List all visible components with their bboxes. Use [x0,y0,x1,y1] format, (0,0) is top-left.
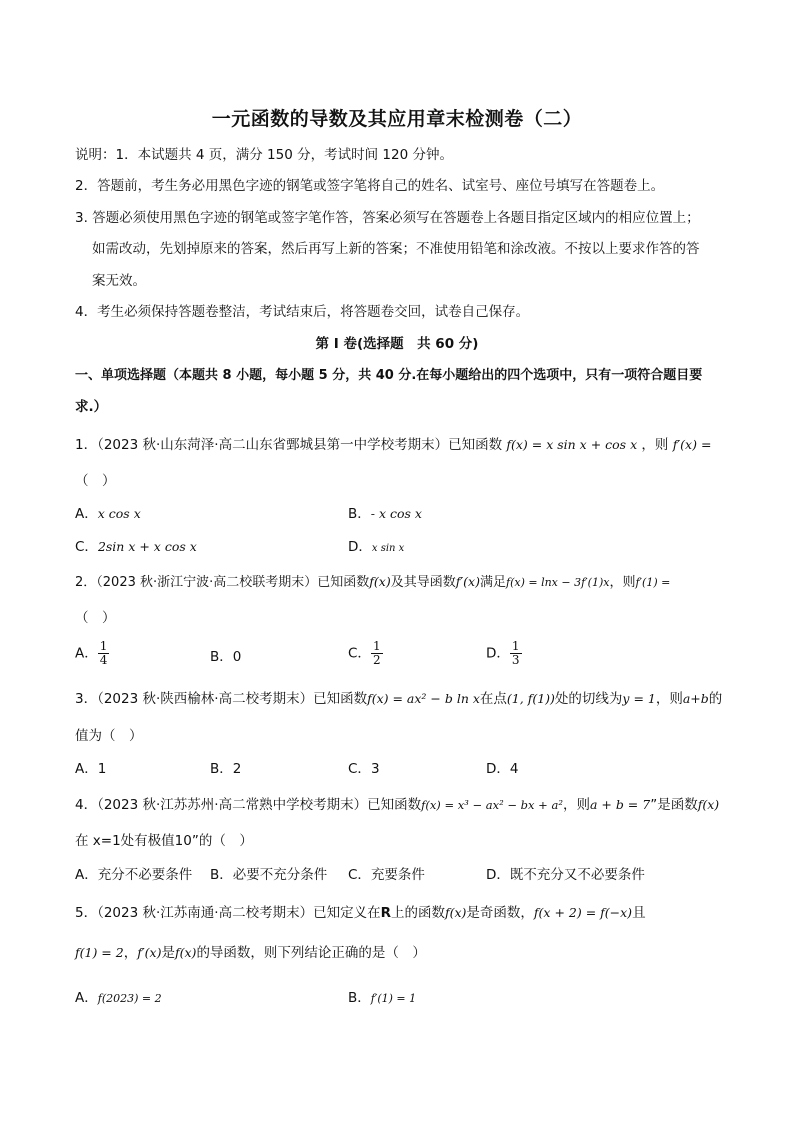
question-3-sep: 在点 [479,691,507,707]
q1-option-a[interactable]: A．x cos x [75,506,141,522]
q5-option-a[interactable]: A．f(2023) = 2 [75,990,162,1006]
section-heading-cont: 求.） [75,399,108,415]
question-2-formula-2: f′(x) [455,574,480,589]
question-2-formula-4: f′(1) = [635,576,671,589]
q4-option-b[interactable]: B．必要不充分条件 [210,867,328,883]
instruction-3-end: 案无效。 [92,273,146,289]
question-2-formula: f(x) [369,574,391,589]
q1-option-c[interactable]: C．2sin x + x cos x [75,539,197,555]
question-3-formula-2: (1, f(1)) [506,691,555,706]
question-2-sep-2: 满足 [480,575,507,590]
question-1-sep: ，则 [641,437,669,453]
question-5-formula-5: f(x) [175,945,197,960]
question-5-set: R [380,905,391,921]
q3-option-d[interactable]: D．4 [486,761,519,777]
question-5-formula: f(x) [444,905,467,920]
question-1 [75,436,711,454]
q2-option-b[interactable]: B．0 [210,649,242,665]
question-4-sep: ，则 [562,797,590,813]
question-5-sep-4: 是 [161,945,175,961]
question-4-line-2: 在 x=1处有极值10”的（ ） [75,833,253,849]
question-2-sep: 及其导函数 [390,575,456,590]
question-5 [75,904,646,922]
q4-option-a[interactable]: A．充分不必要条件 [75,867,193,883]
question-5-formula-2: f(x + 2) = f(−x) [533,905,633,920]
question-5-text: 5．（2023 秋·江苏南通·高二校考期末）已知定义在 [75,905,381,921]
q3-option-a[interactable]: A．1 [75,761,107,777]
instruction-2: 2．答题前，考生务必用黑色字迹的钢笔或签字笔将自己的姓名、试室号、座位号填写在答题卷上。 [75,178,665,194]
question-3-sep-3: ，则 [655,691,683,707]
question-4-formula-2: a + b = 7 [589,797,651,812]
q3-option-b[interactable]: B．2 [210,761,242,777]
question-4 [75,796,719,814]
question-2-formula-3: f(x) = lnx − 3f′(1)x [506,576,610,589]
instruction-3-cont: 如需改动，先划掉原来的答案，然后再写上新的答案；不准使用铅笔和涂改液。不按以上要求作答的答 [92,241,700,257]
question-4-formula-3: f(x) [697,797,720,812]
q1-option-b[interactable]: B．- x cos x [348,506,422,522]
question-4-sep-2: ”是函数 [650,797,698,813]
question-2-sep-3: ，则 [609,575,636,590]
instruction-4: 4．考生必须保持答题卷整洁，考试结束后，将答题卷交回，试卷自己保存。 [75,304,530,320]
question-5-sep: 上的函数 [390,905,445,921]
section-heading: 一、单项选择题（本题共 8 小题，每小题 5 分，共 40 分.在每小题给出的四个选项中，只有一项符合题目要 [75,368,703,383]
instruction-1: 说明：1．本试题共 4 页，满分 150 分，考试时间 120 分钟。 [75,147,453,163]
instruction-3: 3. 答题必须使用黑色字迹的钢笔或签字笔作答，答案必须写在答题卷上各题目指定区域内的相应位置上； [75,210,700,226]
question-3-line-2: 值为（ ） [75,728,143,744]
question-5-tail: 且 [632,905,646,921]
q2-option-c[interactable]: C． $\frac{1}{2}$ [348,639,381,667]
part-heading: 第 I 卷(选择题 共 60 分) [315,336,479,352]
question-3-formula-3: y = 1 [622,691,656,706]
question-2-paren: （ ） [75,610,116,626]
question-5-sep-3: ， [123,945,138,961]
q5-option-b[interactable]: B．f′(1) = 1 [348,990,417,1006]
question-3-sep-2: 处的切线为 [554,691,623,707]
q4-option-c[interactable]: C．充要条件 [348,867,425,883]
page-title: 一元函数的导数及其应用章末检测卷（二） [211,108,583,130]
question-3-text: 3．（2023 秋·陕西榆林·高二校考期末）已知函数 [75,691,368,707]
question-4-formula: f(x) = x³ − ax² − bx + a² [421,798,563,812]
question-3 [75,690,722,708]
question-1-text: 1．（2023 秋·山东菏泽·高二山东省鄄城县第一中学校考期末）已知函数 [75,437,503,453]
q1-option-d[interactable]: D．x sin x [348,539,405,555]
question-5-sep-2: 是奇函数， [466,905,534,921]
question-1-formula: f(x) = x sin x + cos x [506,437,638,452]
question-5-line-2 [75,944,426,962]
question-4-text: 4．（2023 秋·江苏苏州·高二常熟中学校考期末）已知函数 [75,797,422,813]
q2-option-a[interactable]: A． $\frac{1}{4}$ [75,639,108,667]
q4-option-d[interactable]: D．既不充分又不必要条件 [486,867,645,883]
question-3-formula-4: a+b [682,691,709,706]
question-3-formula: f(x) = ax² − b ln x [367,691,480,706]
question-2 [75,573,670,592]
q3-option-c[interactable]: C．3 [348,761,380,777]
q2-option-d[interactable]: D． $\frac{1}{3}$ [486,639,520,667]
question-2-text: 2．（2023 秋·浙江宁波·高二校联考期末）已知函数 [75,575,370,590]
question-5-text-2: 的导函数，则下列结论正确的是（ ） [196,945,426,961]
question-3-tail: 的 [708,691,723,707]
question-5-formula-3: f(1) = 2 [75,945,124,960]
question-1-paren: （ ） [75,473,116,489]
question-5-formula-4: f′(x) [137,945,162,960]
question-1-formula-2: f′(x) = [672,437,712,452]
